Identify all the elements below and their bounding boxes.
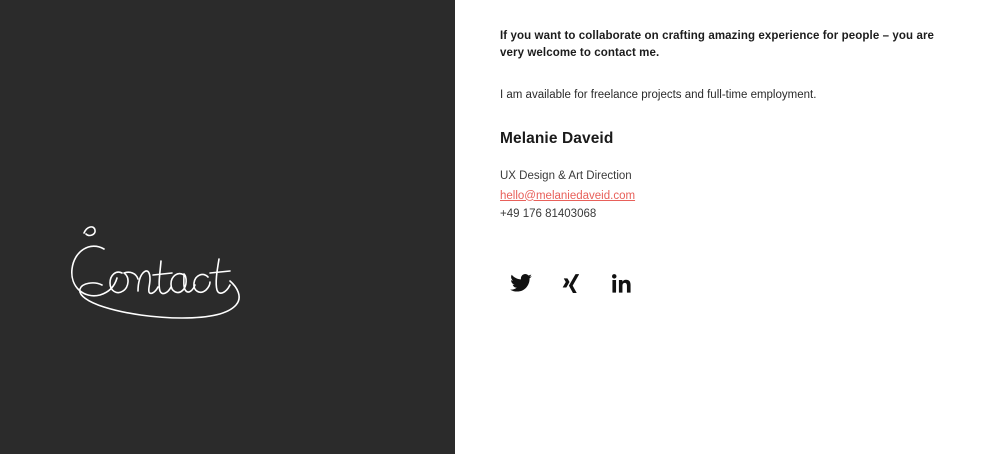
twitter-icon[interactable]: [508, 270, 534, 296]
social-links: [508, 270, 960, 296]
collaboration-lead-text: If you want to collaborate on crafting amazing experience for people – you are very welcome to contact me.: [500, 30, 935, 60]
person-name: Melanie Daveid: [500, 129, 614, 147]
email-link[interactable]: hello@melaniedaveid.com: [500, 189, 636, 202]
linkedin-icon[interactable]: [608, 270, 634, 296]
contact-script-wordmark: [60, 215, 260, 335]
contact-details-panel: [455, 0, 1000, 454]
phone-number: +49 176 81403068: [500, 208, 597, 221]
xing-icon[interactable]: [558, 270, 584, 296]
availability-text: I am available for freelance projects and full-time employment.: [500, 88, 817, 101]
hero-panel: [0, 0, 455, 454]
person-role: UX Design & Art Direction: [500, 169, 632, 182]
